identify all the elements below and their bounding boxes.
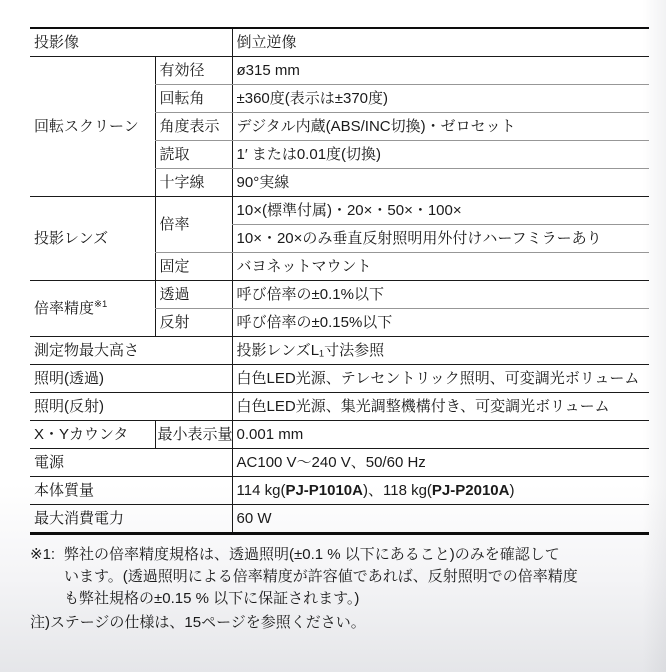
row-projection-image (30, 28, 649, 57)
illumination-reflected-label: 照明(反射) (30, 393, 232, 421)
angle-display-label: 角度表示 (155, 113, 232, 141)
mounting-label: 固定 (155, 253, 232, 281)
xy-counter-sub-label: 最小表示量 (155, 421, 232, 449)
row-max-workpiece-height (30, 337, 649, 365)
rotation-angle-label: 回転角 (155, 85, 232, 113)
row-power-supply (30, 449, 649, 477)
projection-image-label: 投影像 (30, 28, 232, 57)
spec-table (30, 27, 649, 535)
max-power-consumption-value: 60 W (232, 505, 649, 534)
magnification-accuracy-label: 倍率精度$^{※1}$ (30, 281, 155, 337)
max-workpiece-height-label: 測定物最大高さ (30, 337, 232, 365)
max-workpiece-height-value: 投影レンズL₁寸法参照 (232, 337, 649, 365)
reading-value: 1′ または0.01度(切換) (232, 141, 649, 169)
mounting-value: バヨネットマウント (232, 253, 649, 281)
footnote-1-marker: ※1: (30, 546, 56, 563)
row-effective-diameter (30, 57, 649, 85)
footnote-1 (30, 544, 642, 610)
effective-diameter-value: ø315 mm (232, 57, 649, 85)
magnification-value-2: 10×・20×のみ垂直反射照明用外付けハーフミラーあり (232, 225, 649, 253)
xy-counter-label: X・Yカウンタ (30, 421, 155, 449)
max-power-consumption-label: 最大消費電力 (34, 510, 125, 527)
rotation-angle-value: ±360度(表示は±370度) (232, 85, 649, 113)
row-illumination-transmitted (30, 365, 649, 393)
angle-display-value: デジタル内蔵(ABS/INC切換)・ゼロセット (232, 113, 649, 141)
footnote-stage-marker: 注) (30, 614, 50, 631)
magnification-label: 倍率 (155, 197, 232, 253)
rotary-screen-label: 回転スクリーン (30, 57, 155, 197)
mass-label: 本体質量 (30, 477, 232, 505)
row-max-power-consumption (30, 505, 649, 534)
footnote-1-line-1: 弊社の倍率精度規格は、透過照明(±0.1 % 以下にあること)のみを確認して (64, 546, 560, 563)
accuracy-transmitted-value: 呼び倍率の±0.1%以下 (232, 281, 649, 309)
footnote-ref-1: ※1 (94, 299, 108, 310)
illumination-transmitted-label: 照明(透過) (30, 365, 232, 393)
crosshair-label: 十字線 (155, 169, 232, 197)
model-pj-p1010a: PJ-P1010A (285, 482, 363, 499)
crosshair-value: 90°実線 (232, 169, 649, 197)
power-supply-value: AC100 V〜240 V、50/60 Hz (232, 449, 649, 477)
reading-label: 読取 (155, 141, 232, 169)
projection-image-value: 倒立逆像 (232, 28, 649, 57)
accuracy-reflected-label: 反射 (155, 309, 232, 337)
power-supply-label: 電源 (30, 449, 232, 477)
mass-value: 114 kg(PJ-P1010A)、118 kg(PJ-P2010A) (232, 477, 649, 505)
footnote-1-line-2: います。(透過照明による倍率精度が許容値であれば、反射照明での倍率精度 (64, 568, 578, 585)
footnote-stage-text: ステージの仕様は、15ページを参照ください。 (50, 614, 366, 631)
row-illumination-reflected (30, 393, 649, 421)
accuracy-reflected-value: 呼び倍率の±0.15%以下 (232, 309, 649, 337)
footnote-1-line-3: も弊社規格の±0.15 % 以下に保証されます。) (64, 590, 360, 607)
illumination-reflected-value: 白色LED光源、集光調整機構付き、可変調光ボリューム (232, 393, 649, 421)
magnification-value-1: 10×(標準付属)・20×・50×・100× (232, 197, 649, 225)
accuracy-transmitted-label: 透過 (155, 281, 232, 309)
footnote-stage-note (30, 612, 642, 634)
row-magnification-1 (30, 197, 649, 225)
effective-diameter-label: 有効径 (155, 57, 232, 85)
row-mass (30, 477, 649, 505)
xy-counter-value: 0.001 mm (232, 421, 649, 449)
footnotes (30, 544, 642, 634)
row-accuracy-transmitted (30, 281, 649, 309)
projection-lens-label: 投影レンズ (30, 197, 155, 281)
illumination-transmitted-value: 白色LED光源、テレセントリック照明、可変調光ボリューム (232, 365, 649, 393)
row-xy-counter (30, 421, 649, 449)
model-pj-p2010a: PJ-P2010A (431, 482, 510, 499)
